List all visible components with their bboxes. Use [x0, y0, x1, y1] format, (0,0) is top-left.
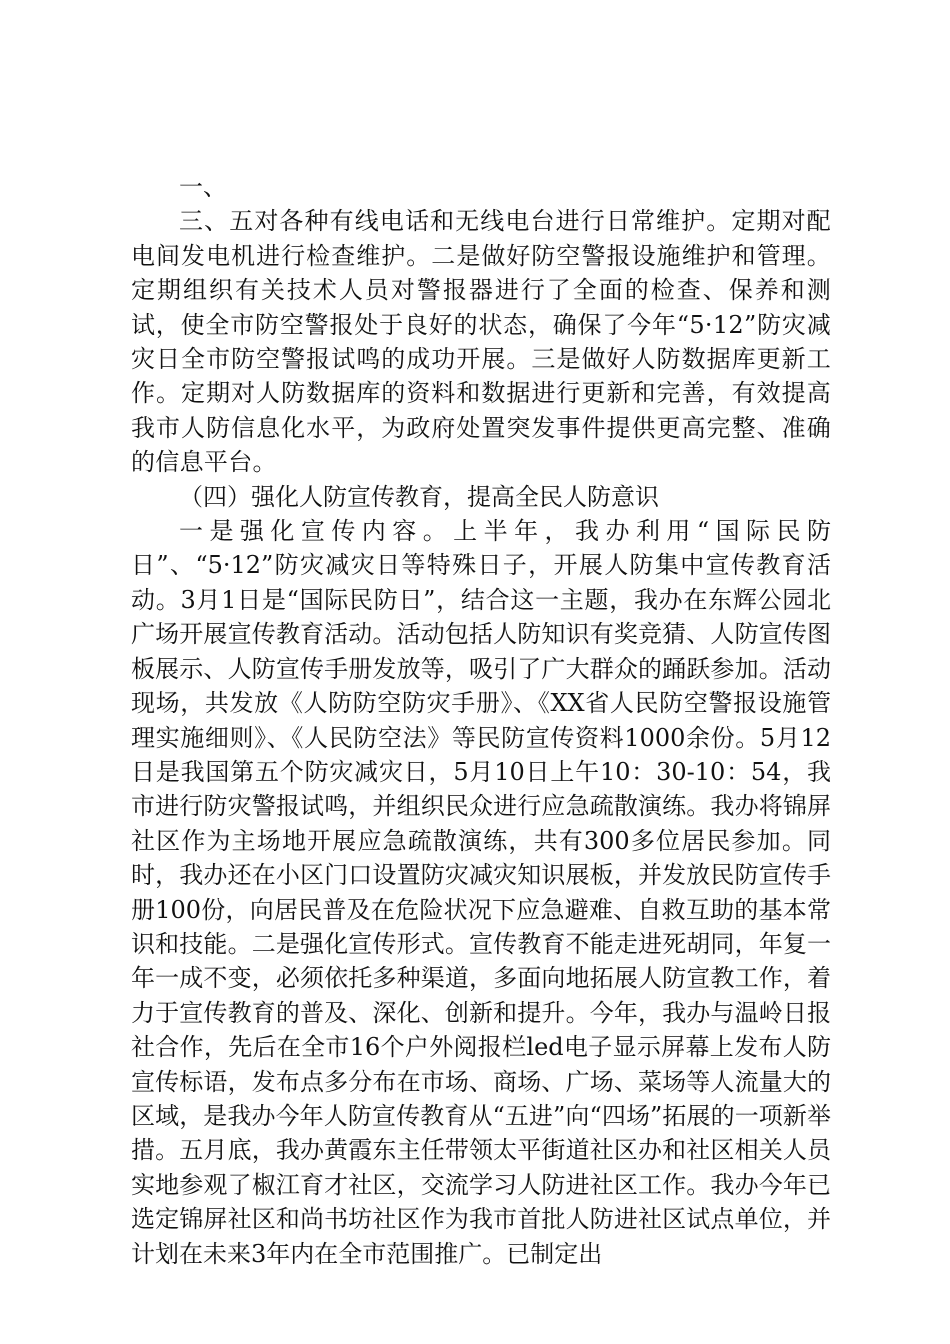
- document-body: [131, 170, 831, 1271]
- paragraph-publicity: 一是强化宣传内容。上半年，我办利用“国际民防日”、“5·12”防灾减灾日等特殊日子，开展人防集中宣传教育活动。3月1日是“国际民防日”，结合这一主题，我办在东辉公园北广场开展宣传教育活动。活动包括人防知识有奖竞猜、人防宣传图板展示、人防宣传手册发放等，吸引了广大群众的踊跃参加。活动现场，共发放《人防防空防灾手册》、《XX省人民防空警报设施管理实施细则》、《人民防空法》等民防宣传资料1000余份。5月12日是我国第五个防灾减灾日，5月10日上午10：30-10：54，我市进行防灾警报试鸣，并组织民众进行应急疏散演练。我办将锦屏社区作为主场地开展应急疏散演练，共有300多位居民参加。同时，我办还在小区门口设置防灾减灾知识展板，并发放民防宣传手册100份，向居民普及在危险状况下应急避难、自救互助的基本常识和技能。二是强化宣传形式。宣传教育不能走进死胡同，年复一年一成不变，必须依托多种渠道，多面向地拓展人防宣教工作，着力于宣传教育的普及、深化、创新和提升。今年，我办与温岭日报社合作，先后在全市16个户外阅报栏led电子显示屏幕上发布人防宣传标语，发布点多分布在市场、商场、广场、菜场等人流量大的区域，是我办今年人防宣传教育从“五进”向“四场”拓展的一项新举措。五月底，我办黄霞东主任带领太平街道社区办和社区相关人员实地参观了椒江育才社区，交流学习人防进社区工作。我办今年已选定锦屏社区和尚书坊社区作为我市首批人防进社区试点单位，并计划在未来3年内在全市范围推广。已制定出: [131, 517, 831, 1268]
- paragraph-maintenance: 三、五对各种有线电话和无线电台进行日常维护。定期对配电间发电机进行检查维护。二是做好防空警报设施维护和管理。定期组织有关技术人员对警报器进行了全面的检查、保养和测试，使全市防空警报处于良好的状态，确保了今年“5·12”防灾减灾日全市防空警报试鸣的成功开展。三是做好人防数据库更新工作。定期对人防数据库的资料和数据进行更新和完善，有效提高我市人防信息化水平，为政府处置突发事件提供更高完整、准确的信息平台。: [131, 207, 831, 477]
- section-heading-publicity: （四）强化人防宣传教育，提高全民人防意识: [179, 482, 659, 511]
- paragraph-heading-number: 一、: [179, 173, 227, 201]
